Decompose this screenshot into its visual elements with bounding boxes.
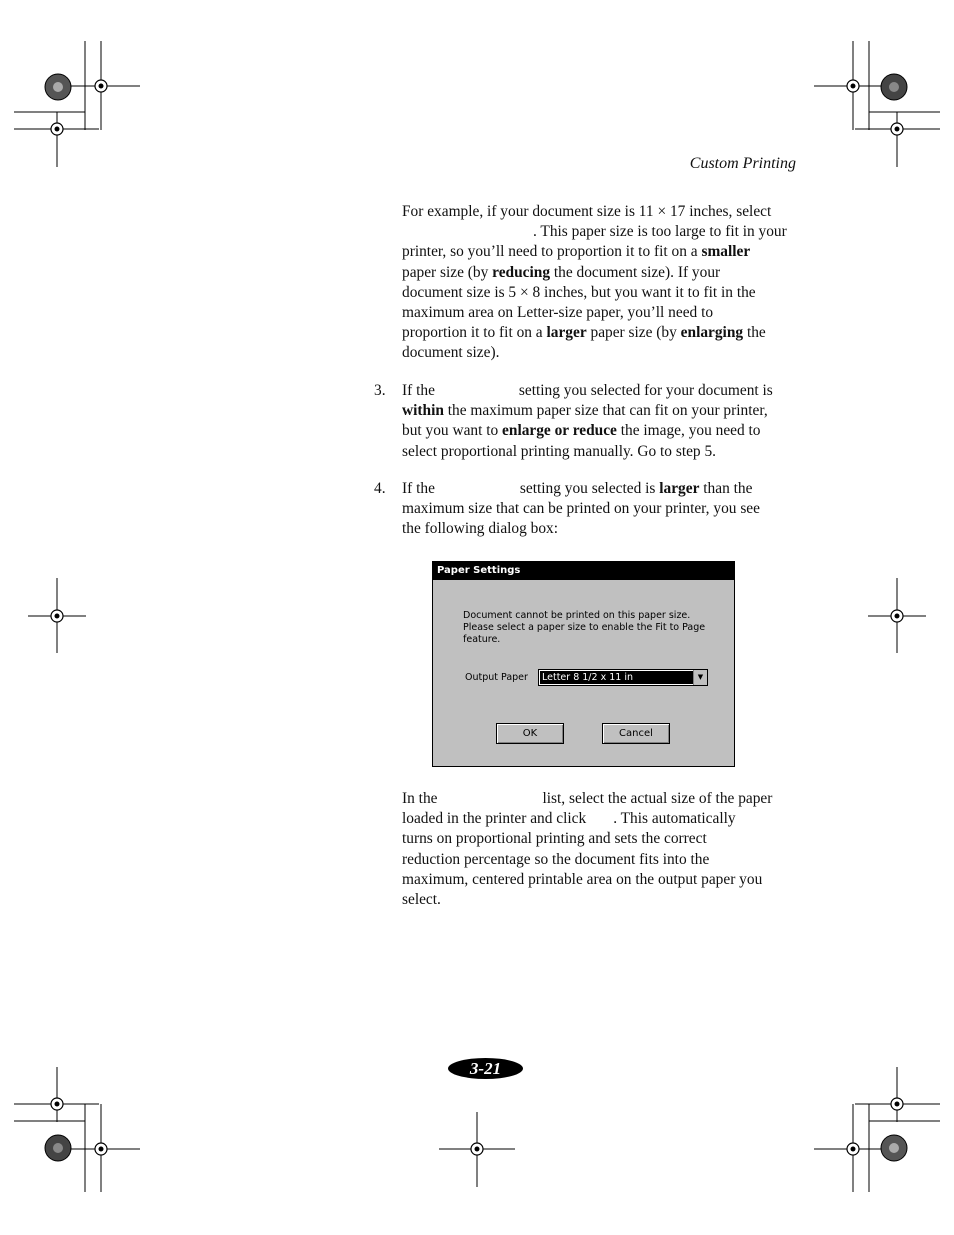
- dialog-message-line: Document cannot be printed on this paper size.: [463, 610, 691, 621]
- page-number: 3-21: [448, 1058, 523, 1079]
- running-header: Custom Printing: [689, 155, 796, 172]
- step-3-paragraph: [402, 381, 794, 462]
- text-line: proportion it to fit on a larger paper size (by enlarging the: [402, 324, 766, 342]
- paper-settings-dialog: [432, 561, 735, 767]
- instruction-paragraph: [402, 789, 794, 910]
- chevron-down-icon[interactable]: ▼: [693, 670, 707, 685]
- text-line: turns on proportional printing and sets the correct: [402, 830, 707, 848]
- text-line: document size).: [402, 344, 500, 362]
- output-paper-value: Letter 8 1/2 x 11 in: [540, 671, 693, 684]
- text-line: maximum area on Letter-size paper, you’ll need to: [402, 304, 714, 322]
- step-number: 3.: [374, 382, 386, 399]
- text-line: If the setting you selected is larger than the: [402, 480, 753, 497]
- text-line: document size is 5 × 8 inches, but you want it to fit in the: [402, 283, 756, 301]
- step-number: 4.: [374, 480, 386, 497]
- text-line: reduction percentage so the document fits into the: [402, 850, 710, 868]
- text-line: select.: [402, 891, 441, 909]
- output-paper-label: Output Paper: [465, 672, 528, 683]
- text-line: maximum size that can be printed on your printer, you see: [402, 500, 760, 518]
- text-line: loaded in the printer and click . This automatically: [402, 810, 736, 828]
- ok-button[interactable]: OK: [496, 723, 564, 744]
- text-line: In the list, select the actual size of the paper: [402, 790, 773, 807]
- text-line: . This paper size is too large to fit in your: [533, 223, 787, 241]
- text-line: the following dialog box:: [402, 520, 559, 538]
- cancel-button[interactable]: Cancel: [602, 723, 670, 744]
- text-line: select proportional printing manually. Go to step 5.: [402, 442, 717, 460]
- text-line: If the setting you selected for your document is: [402, 382, 773, 399]
- text-line: paper size (by reducing the document size). If your: [402, 263, 721, 281]
- dialog-message-line: feature.: [463, 634, 501, 645]
- text-line: within the maximum paper size that can fit on your printer,: [402, 402, 768, 420]
- step-4-paragraph: [402, 479, 794, 540]
- text-line: but you want to enlarge or reduce the image, you need to: [402, 422, 761, 440]
- text-line: For example, if your document size is 11 × 17 inches, select: [402, 203, 772, 220]
- intro-paragraph: [402, 202, 794, 364]
- text-line: printer, so you’ll need to proportion it to fit on a smaller: [402, 243, 751, 261]
- dialog-message: [463, 610, 713, 646]
- output-paper-select[interactable]: [538, 669, 708, 686]
- dialog-message-line: Please select a paper size to enable the Fit to Page: [463, 622, 706, 633]
- text-line: maximum, centered printable area on the output paper you: [402, 870, 763, 888]
- dialog-title: Paper Settings: [433, 562, 734, 580]
